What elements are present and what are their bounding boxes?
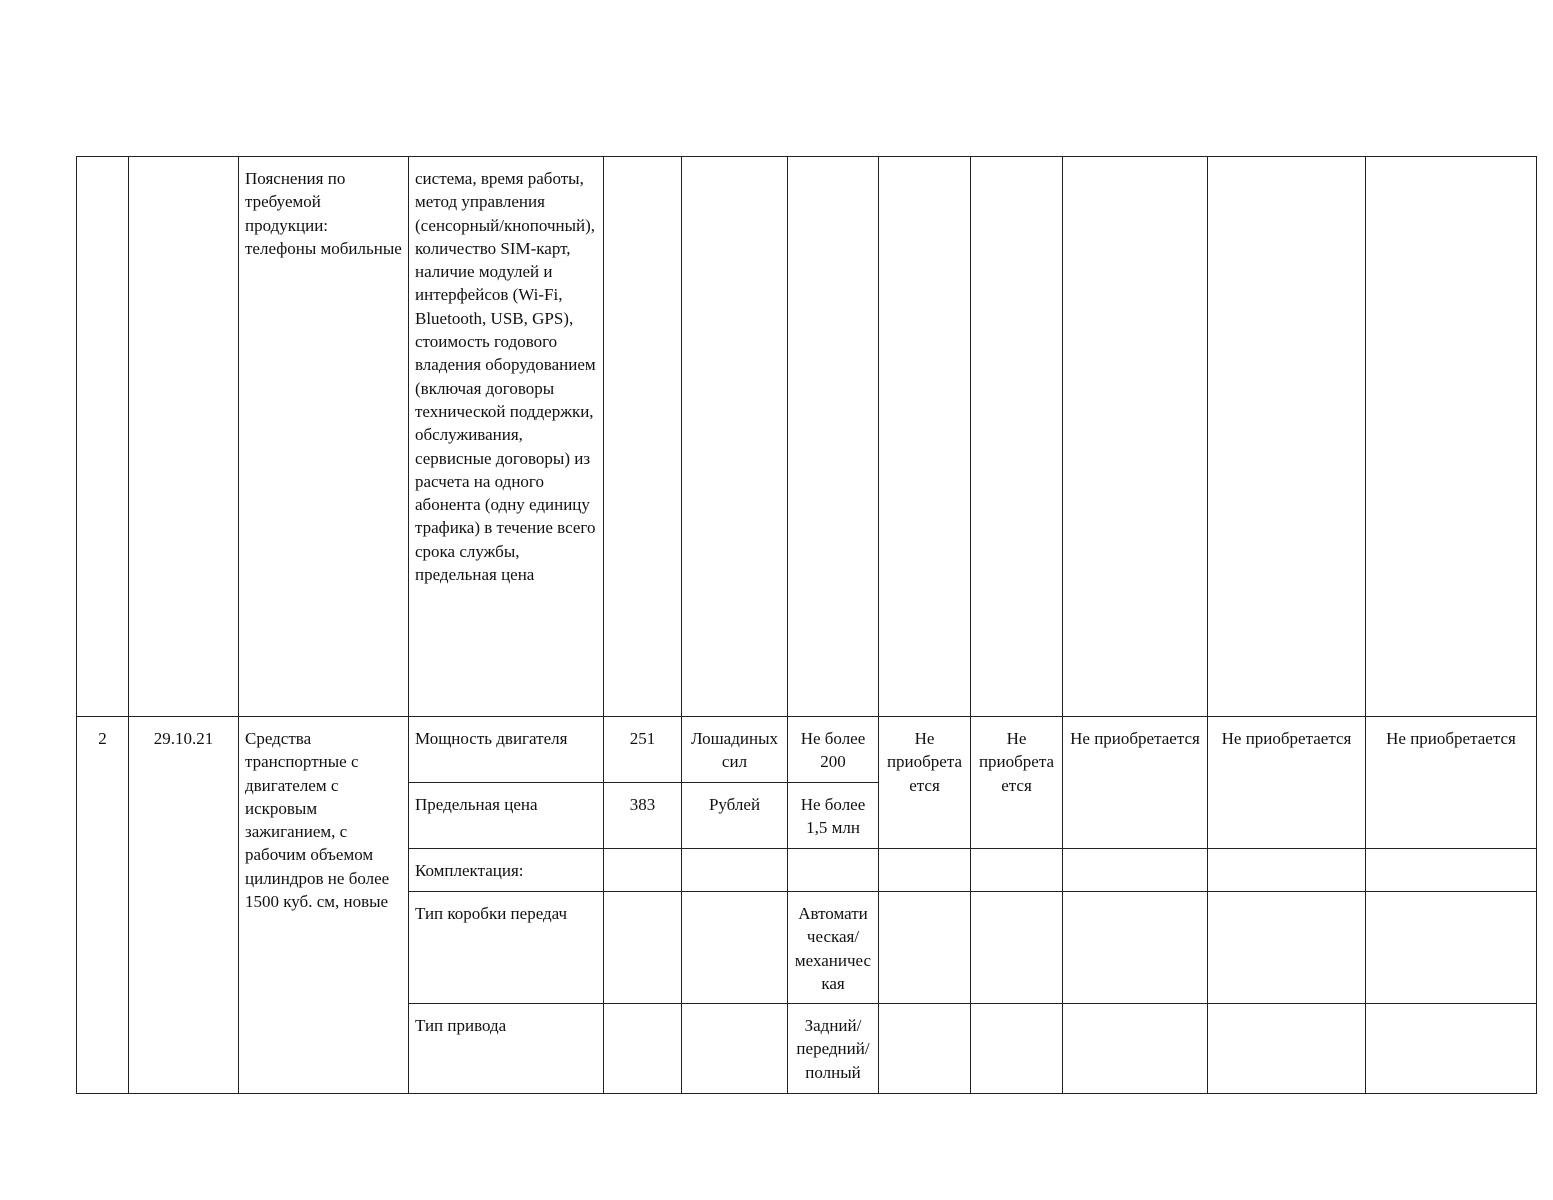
table-row <box>77 717 1537 783</box>
cell-empty <box>1063 892 1208 1004</box>
cell-empty <box>879 849 971 892</box>
cell-empty <box>1366 1004 1537 1094</box>
cell-empty <box>1208 849 1366 892</box>
cell-empty <box>971 849 1063 892</box>
cell-empty <box>1063 849 1208 892</box>
cell-empty <box>971 892 1063 1004</box>
characteristic-name: Комплектация: <box>409 849 604 892</box>
unit-name: Рублей <box>682 783 788 849</box>
cell-empty <box>1208 1004 1366 1094</box>
requirements-table <box>76 156 1537 1094</box>
characteristic-name: Мощность двигателя <box>409 717 604 783</box>
characteristic-name: Тип коробки передач <box>409 892 604 1004</box>
not-purchased-value: Не приобретается <box>879 717 971 849</box>
okei-code: 383 <box>604 783 682 849</box>
not-purchased-value: Не приобретается <box>971 717 1063 849</box>
cell-empty <box>879 1004 971 1094</box>
explanation-title: Пояснения по требуемой продукции: телефоны мобильные <box>239 157 409 717</box>
cell-empty <box>788 157 879 717</box>
characteristic-value: Автоматическая/механическая <box>788 892 879 1004</box>
unit-name <box>682 892 788 1004</box>
explanation-characteristics: система, время работы, метод управления (сенсорный/кнопочный), количество SIM-карт, наличие модулей и интерфейсов (Wi-Fi, Bluetooth, USB, GPS), стоимость годового владения оборудованием (включая договоры технической поддержки, обслуживания, сервисные договоры) из расчета на одного абонента (одну единицу трафика) в течение всего срока службы, предельная цена <box>409 157 604 717</box>
unit-name <box>682 849 788 892</box>
cell-empty <box>879 892 971 1004</box>
okei-code: 251 <box>604 717 682 783</box>
not-purchased-value: Не приобретается <box>1208 717 1366 849</box>
okei-code <box>604 1004 682 1094</box>
cell-empty <box>971 1004 1063 1094</box>
unit-name <box>682 1004 788 1094</box>
cell-empty <box>879 157 971 717</box>
cell-empty <box>682 157 788 717</box>
cell-empty <box>1366 849 1537 892</box>
item-name: Средства транспортные с двигателем с искровым зажиганием, с рабочим объемом цилиндров не более 1500 куб. см, новые <box>239 717 409 1094</box>
characteristic-value: Задний/передний/полный <box>788 1004 879 1094</box>
characteristic-value: Не более 1,5 млн <box>788 783 879 849</box>
characteristic-name: Тип привода <box>409 1004 604 1094</box>
okei-code <box>604 892 682 1004</box>
item-number: 2 <box>77 717 129 1094</box>
not-purchased-value: Не приобретается <box>1366 717 1537 849</box>
cell-empty <box>1208 892 1366 1004</box>
table-row <box>77 157 1537 717</box>
characteristic-value <box>788 849 879 892</box>
item-code: 29.10.21 <box>129 717 239 1094</box>
cell-empty <box>1366 157 1537 717</box>
cell-code-empty <box>129 157 239 717</box>
not-purchased-value: Не приобретается <box>1063 717 1208 849</box>
cell-empty <box>604 157 682 717</box>
characteristic-value: Не более 200 <box>788 717 879 783</box>
cell-empty <box>1366 892 1537 1004</box>
characteristic-name: Предельная цена <box>409 783 604 849</box>
cell-empty <box>1208 157 1366 717</box>
okei-code <box>604 849 682 892</box>
cell-empty <box>1063 1004 1208 1094</box>
cell-empty <box>971 157 1063 717</box>
cell-empty <box>1063 157 1208 717</box>
cell-num-empty <box>77 157 129 717</box>
unit-name: Лошадиных сил <box>682 717 788 783</box>
